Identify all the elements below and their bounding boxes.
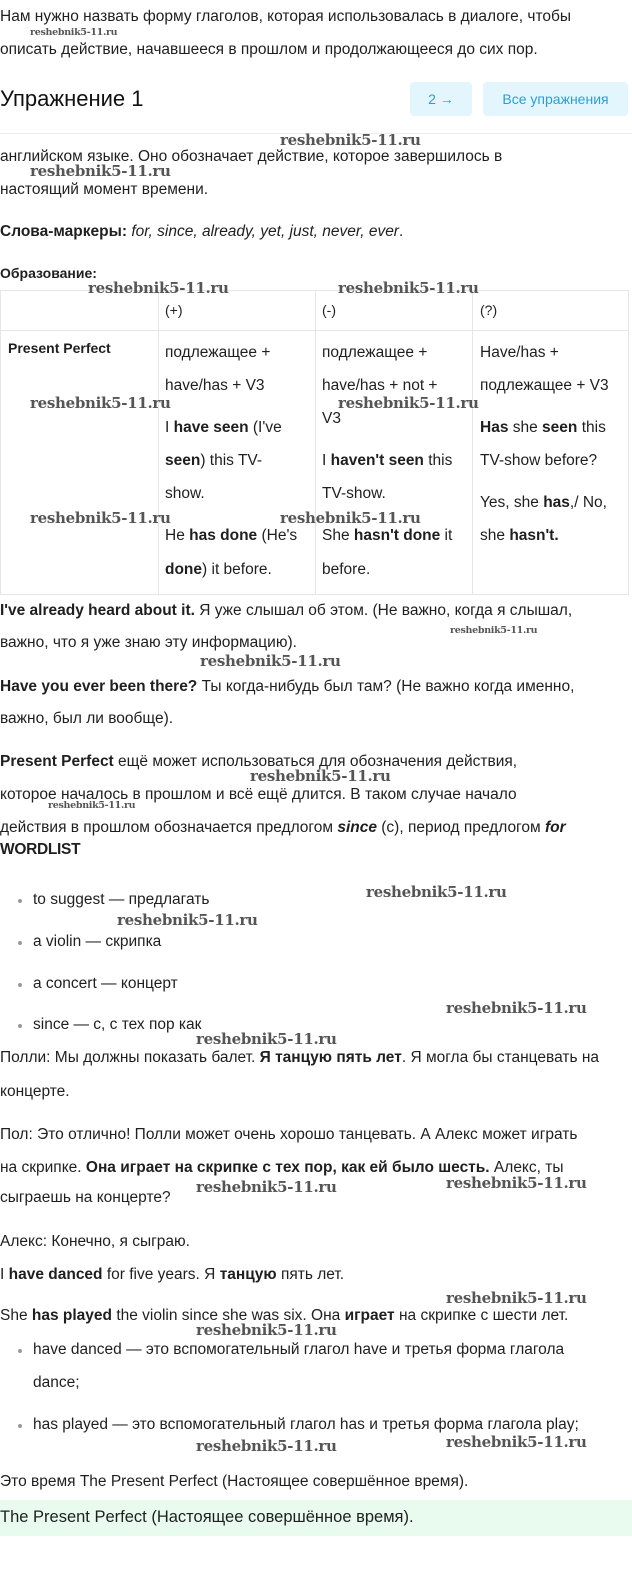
text-segment: подлежащее + V3 — [480, 377, 609, 394]
text-line — [480, 343, 559, 363]
text-segment: . — [398, 223, 404, 240]
bullet-icon — [18, 1424, 22, 1428]
text-segment: Я уже слышал об этом. (Не важно, когда я слышал, — [194, 602, 573, 619]
formation-label: Образование: — [0, 265, 97, 281]
text-line — [322, 343, 427, 363]
watermark: reshebnik5-11.ru — [30, 162, 171, 180]
text-line — [480, 451, 597, 471]
text-line — [322, 484, 386, 504]
watermark: reshebnik5-11.ru — [30, 394, 171, 412]
list-item: a concert — концерт — [33, 975, 178, 992]
text-line — [0, 1265, 344, 1285]
text-segment: подлежащее + — [165, 344, 271, 361]
text-line — [0, 180, 208, 200]
text-segment: I — [165, 419, 174, 436]
watermark: reshebnik5-11.ru — [196, 1030, 337, 1048]
formation-table — [0, 290, 629, 595]
text-segment: Ты когда-нибудь был там? (Не важно когда именно, — [197, 678, 575, 695]
text-segment: сыграешь на концерте? — [0, 1189, 171, 1206]
text-line — [33, 1415, 579, 1435]
text-segment: I — [322, 452, 331, 469]
watermark: reshebnik5-11.ru — [117, 911, 258, 929]
table-header-minus: (-) — [322, 302, 336, 318]
text-segment: haven't seen — [330, 452, 424, 469]
text-segment: важно, был ли вообще). — [0, 710, 174, 727]
text-segment: I've already heard about it. — [0, 602, 195, 619]
text-segment: seen — [542, 419, 578, 436]
text-segment: Она играет на скрипке с тех пор, как ей было шесть. — [85, 1159, 490, 1176]
text-segment: Полли: Мы должны показать балет. — [0, 1049, 260, 1066]
answer-text: The Present Perfect (Настоящее совершённое время). — [0, 1508, 414, 1526]
text-segment: Я танцую пять лет — [259, 1049, 402, 1066]
watermark: reshebnik5-11.ru — [196, 1178, 337, 1196]
text-segment: Нам нужно назвать форму глаголов, которая использовалась в диалоге, чтобы — [0, 8, 572, 25]
text-segment: for five years. Я — [102, 1266, 220, 1283]
text-line — [480, 493, 607, 513]
text-line — [322, 526, 452, 546]
watermark: reshebnik5-11.ru — [48, 800, 136, 811]
watermark: reshebnik5-11.ru — [280, 131, 421, 149]
table-divider — [315, 291, 316, 594]
text-line — [480, 526, 559, 546]
text-segment: for, since, already, yet, just, never, ever — [127, 223, 399, 240]
text-segment: играет — [344, 1307, 395, 1324]
text-segment: на скрипке с шести лет. — [394, 1307, 569, 1324]
text-segment: show. — [165, 485, 205, 502]
text-segment: has done — [189, 527, 258, 544]
bullet-icon — [18, 941, 22, 945]
text-segment: since — [337, 819, 377, 836]
text-segment: (He's — [257, 527, 298, 544]
text-segment: Have/has + — [480, 344, 559, 361]
text-segment: has played — [31, 1307, 113, 1324]
text-segment: ,/ No, — [569, 494, 607, 511]
watermark: reshebnik5-11.ru — [446, 1433, 587, 1451]
watermark: reshebnik5-11.ru — [446, 1289, 587, 1307]
text-segment: She — [0, 1307, 32, 1324]
bullet-icon — [18, 899, 22, 903]
text-line — [0, 1125, 577, 1145]
text-line — [0, 1048, 599, 1068]
text-segment: важно, что я уже знаю эту информацию). — [0, 634, 297, 651]
text-line — [0, 633, 297, 653]
watermark: reshebnik5-11.ru — [30, 27, 118, 38]
text-segment: hasn't. — [509, 527, 559, 544]
text-segment: Алекс: Конечно, я сыграю. — [0, 1233, 190, 1250]
text-segment: подлежащее + — [322, 344, 428, 361]
text-segment: she — [480, 527, 510, 544]
marker-words — [0, 222, 403, 242]
text-segment: has played — это вспомогательный глагол has и третья форма глагола play; — [33, 1416, 579, 1433]
watermark: reshebnik5-11.ru — [196, 1437, 337, 1455]
bullet-icon — [18, 1024, 22, 1028]
text-line — [0, 601, 572, 621]
text-segment: Present Perfect — [0, 753, 114, 770]
text-line — [0, 7, 571, 27]
text-segment: TV-show before? — [480, 452, 598, 469]
text-line — [0, 1082, 70, 1102]
table-row-label: Present Perfect — [8, 340, 111, 356]
text-line — [322, 451, 452, 471]
text-segment: hasn't done — [353, 527, 441, 544]
text-line — [165, 451, 262, 471]
text-segment: (I've — [248, 419, 282, 436]
all-exercises-button[interactable]: Все упражнения — [483, 82, 628, 116]
exercise-title: Упражнение 1 — [0, 86, 144, 111]
text-line — [322, 409, 341, 429]
text-segment: this — [423, 452, 453, 469]
text-line — [165, 560, 272, 580]
text-segment: I — [0, 1266, 9, 1283]
text-line — [0, 677, 574, 697]
text-segment: которое началось в прошлом и всё ещё длится. В таком случае начало — [0, 786, 517, 803]
text-segment: английском языке. Оно обозначает действие, которое завершилось в — [0, 148, 503, 165]
text-line — [322, 376, 437, 396]
text-segment: действия в прошлом обозначается предлогом — [0, 819, 338, 836]
watermark: reshebnik5-11.ru — [446, 1174, 587, 1192]
text-segment: V3 — [322, 410, 341, 427]
text-segment: Пол: Это отлично! Полли может очень хорошо танцевать. А Алекс может играть — [0, 1126, 578, 1143]
watermark: reshebnik5-11.ru — [366, 883, 507, 901]
watermark: reshebnik5-11.ru — [450, 625, 538, 636]
watermark: reshebnik5-11.ru — [200, 652, 341, 670]
text-segment: She — [322, 527, 354, 544]
watermark: reshebnik5-11.ru — [30, 509, 171, 527]
watermark: reshebnik5-11.ru — [280, 509, 421, 527]
text-segment: танцую — [219, 1266, 277, 1283]
next-exercise-button[interactable]: 2 → — [410, 82, 472, 116]
text-line — [322, 560, 370, 580]
text-segment: . Я могла бы станцевать на — [401, 1049, 600, 1066]
text-line — [480, 376, 609, 396]
list-item: a violin — скрипка — [33, 933, 162, 950]
text-segment: she — [508, 419, 543, 436]
text-segment: на скрипке. — [0, 1159, 86, 1176]
text-segment: He — [165, 527, 190, 544]
text-segment: dance; — [33, 1374, 80, 1391]
conclusion-text: Это время The Present Perfect (Настоящее совершённое время). — [0, 1473, 469, 1490]
text-line — [0, 818, 566, 838]
text-segment: Слова-маркеры: — [0, 223, 128, 240]
text-segment: настоящий момент времени. — [0, 181, 209, 198]
text-line — [480, 418, 606, 438]
text-line — [165, 484, 205, 504]
text-segment: ) this TV- — [200, 452, 263, 469]
table-divider — [1, 330, 628, 331]
text-line — [33, 1340, 564, 1360]
text-segment: have danced — это вспомогательный глагол have и третья форма глагола — [33, 1341, 565, 1358]
text-segment: пять лет. — [276, 1266, 345, 1283]
text-segment: have danced — [8, 1266, 103, 1283]
text-segment: ) it before. — [202, 561, 272, 578]
text-line — [0, 40, 538, 60]
text-segment: this — [577, 419, 606, 436]
text-segment: Has — [480, 419, 509, 436]
table-header-plus: (+) — [165, 302, 183, 318]
text-line — [0, 1188, 171, 1208]
text-line — [165, 526, 297, 546]
table-divider — [158, 291, 159, 594]
text-segment: описать действие, начавшееся в прошлом и продолжающееся до сих пор. — [0, 41, 538, 58]
list-item: to suggest — предлагать — [33, 891, 210, 908]
text-segment: the violin since she was six. Она — [112, 1307, 345, 1324]
text-segment: has — [543, 494, 570, 511]
text-line — [33, 1373, 80, 1393]
text-segment: (с), период предлогом — [376, 819, 545, 836]
table-header-question: (?) — [480, 302, 498, 318]
text-segment: have seen — [173, 419, 249, 436]
text-line — [0, 709, 173, 729]
text-segment: ещё может использоваться для обозначения действия, — [113, 753, 518, 770]
text-segment: before. — [322, 561, 371, 578]
text-segment: done — [165, 561, 203, 578]
watermark: reshebnik5-11.ru — [250, 767, 391, 785]
text-segment: have/has + V3 — [165, 377, 265, 394]
watermark: reshebnik5-11.ru — [196, 1321, 337, 1339]
wordlist-title: WORDLIST — [0, 841, 81, 858]
bullet-icon — [18, 1349, 22, 1353]
text-segment: концерте. — [0, 1083, 70, 1100]
text-segment: seen — [165, 452, 201, 469]
watermark: reshebnik5-11.ru — [338, 279, 479, 297]
text-segment: Yes, she — [480, 494, 544, 511]
text-line — [0, 1232, 190, 1252]
text-segment: have/has + not + — [322, 377, 438, 394]
watermark: reshebnik5-11.ru — [88, 279, 229, 297]
text-line — [165, 343, 270, 363]
text-segment: TV-show. — [322, 485, 386, 502]
text-segment: it — [440, 527, 453, 544]
text-segment: Have you ever been there? — [0, 678, 198, 695]
bullet-icon — [18, 983, 22, 987]
watermark: reshebnik5-11.ru — [338, 394, 479, 412]
text-segment: Алекс, ты — [489, 1159, 564, 1176]
watermark: reshebnik5-11.ru — [446, 999, 587, 1017]
text-line — [165, 418, 282, 438]
table-divider — [472, 291, 473, 594]
list-item: since — с, с тех пор как — [33, 1016, 202, 1033]
text-line — [165, 376, 265, 396]
text-segment: for — [544, 819, 566, 836]
